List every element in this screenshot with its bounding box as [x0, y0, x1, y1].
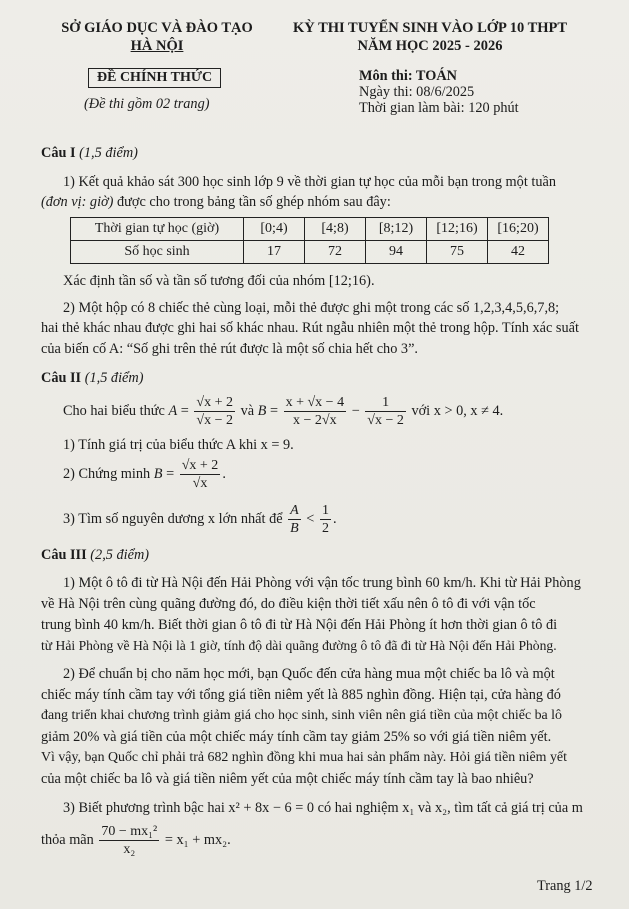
q3-p2-line: Vì vậy, bạn Quốc chỉ phải trả 682 nghìn đồng khi mua hai sản phẩm này. Hỏi giá tiền niêm yết: [41, 750, 567, 765]
exam-date: Ngày thi: 08/6/2025: [359, 84, 475, 100]
fraction-B1-num: x + √x − 4: [285, 395, 345, 411]
q2-intro: Cho hai biểu thức: [63, 403, 165, 419]
q1-title: Câu I: [41, 145, 76, 161]
fraction-q3: [99, 823, 159, 858]
q2-part1: 1) Tính giá trị của biểu thức A khi x = 9.: [63, 437, 294, 453]
table-cell: [4;8): [305, 218, 366, 241]
fraction-AB-den: B: [290, 521, 299, 537]
fraction-part2-num: √x + 2: [181, 458, 219, 474]
q2-heading: [41, 368, 143, 388]
table-cell: [12;16): [427, 218, 488, 241]
fraction-half-num: 1: [321, 503, 329, 519]
q3-p1-line: 1) Một ô tô đi từ Hà Nội đến Hải Phòng với vận tốc trung bình 60 km/h. Khi từ Hải Phòng: [63, 575, 581, 591]
fraction-B1: [284, 394, 346, 429]
fraction-B1-den: x − 2√x: [293, 413, 337, 429]
fraction-A: [194, 394, 235, 429]
fraction-half: [320, 502, 331, 537]
q2-part3: 3) Tìm số nguyên dương x lớn nhất để $\frac{A}{B}$ < $\frac{1}{2}$ .: [63, 503, 337, 537]
q3-points: (2,5 điểm): [90, 547, 150, 563]
q1-p1-task: Xác định tần số và tần số tương đối của nhóm [12;16).: [63, 273, 375, 289]
q1-p1-line1: 1) Kết quả khảo sát 300 học sinh lớp 9 về thời gian tự học của mỗi bạn trong một tuần: [63, 174, 556, 190]
fraction-q3-den: x₂: [123, 842, 136, 858]
fraction-half-den: 2: [321, 521, 329, 537]
table-row: [71, 241, 549, 264]
fraction-part2-den: √x: [192, 476, 208, 492]
table-row: [71, 218, 549, 241]
table-cell: 75: [427, 241, 488, 264]
fraction-AB-num: A: [290, 503, 299, 519]
q1-p2-line3: của biến cố A: “Số ghi trên thẻ rút được là một số chia hết cho 3”.: [41, 341, 418, 357]
q1-p2-line2: hai thẻ khác nhau được ghi hai số khác nhau. Rút ngẫu nhiên một thẻ trong hộp. Tính xác suất: [41, 320, 579, 336]
q3-p2-line: 2) Để chuẩn bị cho năm học mới, bạn Quốc đến cửa hàng mua một chiếc ba lô và một: [63, 666, 555, 682]
q2-and: và: [240, 403, 255, 419]
q3-p2-line: chiếc máy tính cầm tay với tổng giá tiền niêm yết là 885 nghìn đồng. Hiện tại, cửa hàng đó: [41, 687, 561, 703]
table-cell: [8;12): [366, 218, 427, 241]
table-cell: 42: [488, 241, 549, 264]
q1-points: (1,5 điểm): [79, 145, 138, 161]
q3-p1-line: trung bình 40 km/h. Biết thời gian ô tô đi từ Hà Nội đến Hải Phòng ít hơn thời gian ô tô đi: [41, 617, 558, 633]
table-cell: 94: [366, 241, 427, 264]
q3-p2-line: đang triển khai chương trình giảm giá cho học sinh, sinh viên nên giá tiền của một chiếc ba lô: [41, 708, 562, 723]
q1-p1-line2-rest: được cho trong bảng tần số ghép nhóm sau đây:: [113, 194, 391, 210]
fraction-A-den: √x − 2: [196, 413, 233, 429]
pages-note: (Đề thi gồm 02 trang): [84, 96, 210, 112]
q1-p2-line1: 2) Một hộp có 8 chiếc thẻ cùng loại, mỗi thẻ được ghi một trong các số 1,2,3,4,5,6,7,8;: [63, 300, 560, 316]
department-city: HÀ NỘI: [130, 38, 184, 54]
table-cell: [0;4): [244, 218, 305, 241]
q3-p3-label: thỏa mãn: [41, 832, 94, 848]
q2-points: (1,5 điểm): [84, 370, 144, 386]
table-cell: 17: [244, 241, 305, 264]
fraction-A-num: √x + 2: [196, 395, 233, 411]
q2-part3-label: 3) Tìm số nguyên dương x lớn nhất để: [63, 511, 283, 527]
department-name: SỞ GIÁO DỤC VÀ ĐÀO TẠO: [61, 20, 253, 36]
q1-p1-line2: [41, 192, 391, 212]
table-header-students: Số học sinh: [71, 241, 244, 264]
table-cell: [16;20): [488, 218, 549, 241]
q3-heading: [41, 545, 149, 565]
q3-p3-line1: 3) Biết phương trình bậc hai x² + 8x − 6 = 0 có hai nghiệm x₁ và x₂, tìm tất cả giá trị của m: [63, 800, 583, 816]
subject-text: Môn thi: TOÁN: [359, 68, 457, 84]
q2-title: Câu II: [41, 370, 82, 386]
q3-p2-line: của một chiếc ba lô và giá tiền niêm yết của một chiếc máy tính cầm tay là bao nhiêu?: [41, 771, 534, 787]
official-label: ĐỀ CHÍNH THỨC: [88, 68, 221, 88]
exam-title: KỲ THI TUYỂN SINH VÀO LỚP 10 THPT: [292, 20, 568, 36]
school-year: NĂM HỌC 2025 - 2026: [357, 38, 503, 54]
frequency-table: [70, 217, 549, 264]
q1-heading: [41, 143, 138, 163]
q2-condition: với x > 0, x ≠ 4.: [411, 403, 504, 419]
fraction-B2-den: √x − 2: [367, 413, 404, 429]
q3-p1-line: từ Hải Phòng về Hà Nội là 1 giờ, tính độ dài quãng đường ô tô đã đi từ Hà Nội đến Hải Phòng.: [41, 638, 557, 653]
fraction-B2-num: 1: [365, 394, 406, 412]
q3-title: Câu III: [41, 547, 87, 563]
q2-expressions: Cho hai biểu thức A = $\frac{√x + 2}{√x - 2}$ và B = $\frac{x + √x - 4}{x - 2√x}$ − $\frac{1}{√x - 2}$ với x > 0, x ≠ 4.: [63, 395, 504, 429]
q3-p3-rhs: = x₁ + mx₂.: [164, 832, 231, 848]
fraction-q3-num: 70 − mx₁²: [101, 824, 158, 840]
table-cell: 72: [305, 241, 366, 264]
q1-unit-note: (đơn vị: giờ): [41, 194, 114, 210]
page-number: Trang 1/2: [537, 878, 593, 894]
q3-p3-line2: [41, 820, 231, 860]
fraction-B2: [365, 394, 406, 429]
q3-p1-line: về Hà Nội trên cùng quãng đường đó, do điều kiện thời tiết xấu nên ô tô đi với vận tốc: [41, 596, 536, 612]
table-header-time: Thời gian tự học (giờ): [71, 218, 244, 241]
q3-p2-line: giảm 20% và giá tiền của một chiếc máy tính cầm tay giảm 25% so với giá tiền niêm yết.: [41, 729, 552, 745]
fraction-AB: [288, 502, 301, 537]
fraction-part2: [180, 457, 221, 492]
exam-duration: Thời gian làm bài: 120 phút: [359, 100, 519, 116]
q2-part2-label: 2) Chứng minh: [63, 466, 151, 482]
q2-part2: 2) Chứng minh B = $\frac{√x + 2}{√x}$ .: [63, 458, 226, 492]
